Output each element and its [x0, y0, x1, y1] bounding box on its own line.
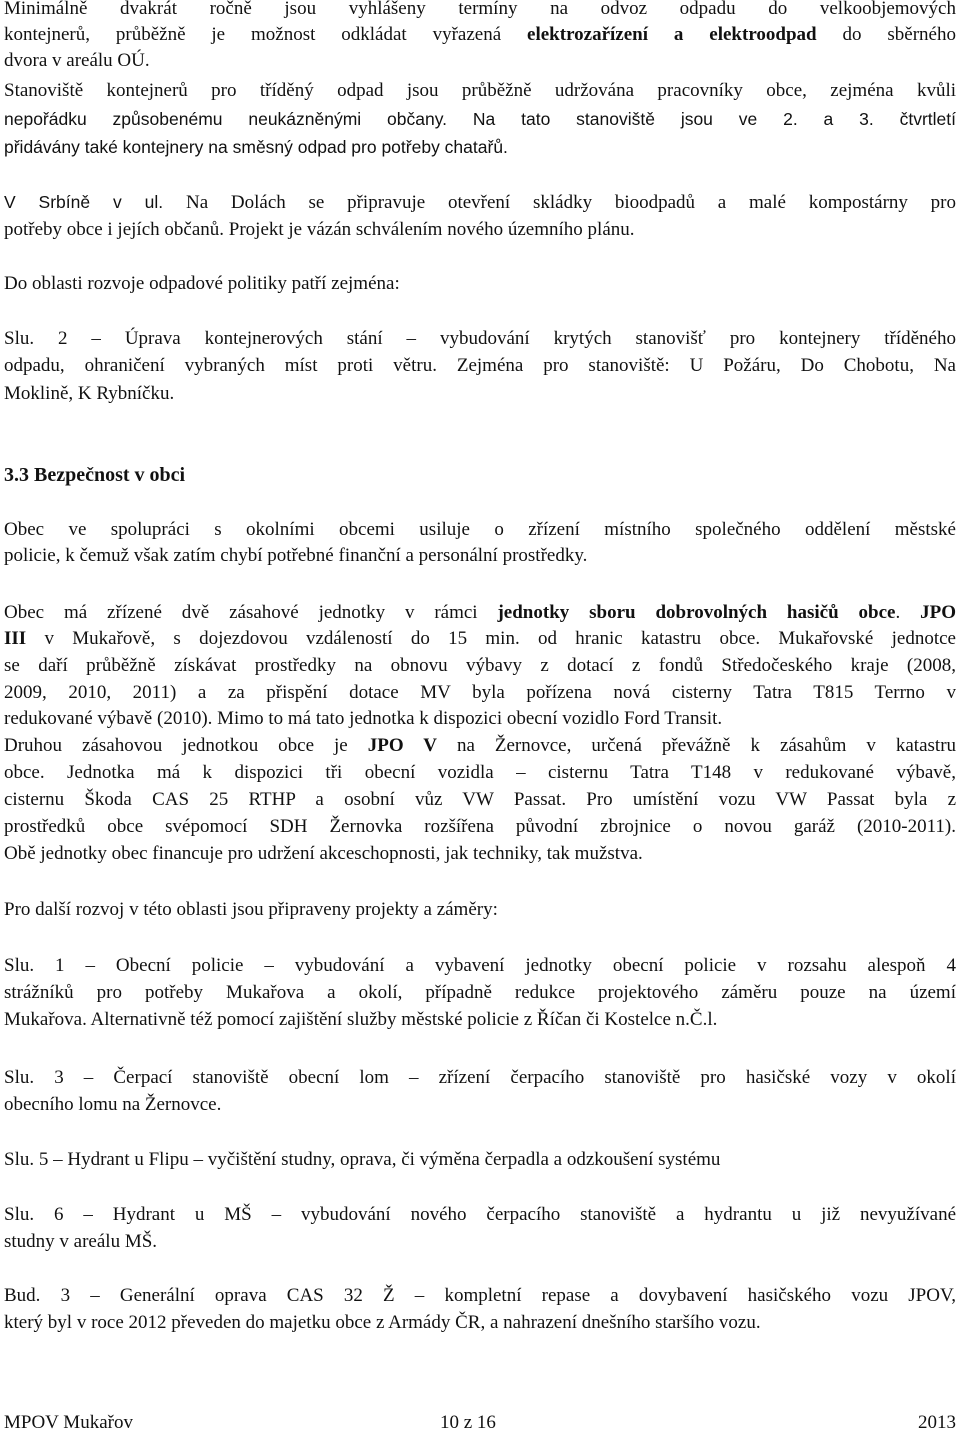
body-text-line [4, 733, 956, 759]
text-run: obecního lomu na Žernovce. [4, 1094, 222, 1115]
body-text-line [4, 1065, 956, 1091]
footer-page-number: 10 z 16 [440, 1412, 496, 1433]
body-text-line [4, 1283, 956, 1309]
text-run: Obec má zřízené dvě zásahové jednotky v rámci [4, 602, 498, 623]
bold-text: jednotky sboru dobrovolných hasičů obce [497, 602, 896, 623]
text-run: Stanoviště kontejnerů pro tříděný odpad jsou průběžně udržována pracovníky obce, zejména kvůli [4, 80, 956, 101]
footer-document-title: MPOV Mukařov [4, 1412, 133, 1433]
text-run: se daří průběžně získávat prostředky na obnovu výbavy z dotací z fondů Středočeského kraje (2008, [4, 655, 956, 676]
body-text-line [4, 543, 956, 569]
text-run: Slu. 1 – Obecní policie – vybudování a vybavení jednotky obecní policie v rozsahu alespoň 4 [4, 955, 956, 976]
body-text-line [4, 353, 956, 379]
text-run: Do oblasti rozvoje odpadové politiky patří zejména: [4, 273, 400, 294]
body-text-line [4, 381, 956, 407]
body-text-line [4, 48, 956, 74]
body-text-line [4, 1007, 956, 1033]
body-text-line [4, 1092, 956, 1118]
body-text-line [4, 271, 956, 297]
body-text-line [4, 653, 956, 679]
text-run: přidávány také kontejnery na směsný odpad pro potřeby chatařů. [4, 137, 508, 157]
text-run: obce. Jednotka má k dispozici tři obecní vozidla – cisternu Tatra T148 v redukované výbavě, [4, 762, 956, 783]
text-run: potřeby obce i jejích občanů. [4, 219, 229, 240]
text-run: na Žernovce, určená převážně k zásahům v katastru [436, 735, 957, 756]
body-text-line [4, 680, 956, 706]
text-run: Obec ve spolupráci s okolními obcemi usiluje o zřízení místního společného oddělení městské [4, 519, 956, 540]
text-run: policie, k čemuž však zatím chybí potřebné finanční a personální prostředky. [4, 545, 588, 566]
body-text-line [4, 134, 956, 160]
text-run: 2009, 2010, 2011) a za přispění dotace MV byla pořízena nová cisterny Tatra T815 Terrno v [4, 682, 956, 703]
text-run: který byl v roce 2012 převeden do majetku obce z Armády ČR, a nahrazení dnešního staršího vozu. [4, 1312, 761, 1333]
text-run: cisternu Škoda CAS 25 RTHP a osobní vůz VW Passat. Pro umístění vozu VW Passat byla z [4, 789, 956, 810]
body-text-line [4, 326, 956, 352]
body-text-line [4, 600, 956, 626]
body-text-line [4, 897, 956, 923]
body-text-line [4, 78, 956, 104]
body-text-line [4, 22, 956, 48]
text-run: strážníků pro potřeby Mukařova a okolí, případně redukce projektového záměru pouze na území [4, 982, 956, 1003]
body-text-line [4, 953, 956, 979]
text-run: Minimálně dvakrát ročně jsou vyhlášeny termíny na odvoz odpadu do velkoobjemových [4, 0, 956, 19]
text-run: Na Dolách se připravuje otevření skládky bioodpadů a malé kompostárny pro [185, 192, 956, 213]
body-text-line [4, 626, 956, 652]
body-text-line [4, 1147, 956, 1173]
body-text-line [4, 0, 956, 22]
text-run: Slu. 6 – Hydrant u MŠ – vybudování nového čerpacího stanoviště a hydrantu u již nevyužívané [4, 1204, 956, 1225]
body-text-line [4, 1202, 956, 1228]
text-run: studny v areálu MŠ. [4, 1231, 158, 1252]
body-text-line [4, 787, 956, 813]
text-run: Mukařova. Alternativně též pomocí zajištění služby městské policie z Říčan či Kostelce n.Č.l. [4, 1009, 718, 1030]
text-run: prostředků obce svépomocí SDH Žernovka rozšířena původní zbrojnice o novou garáž (2010-2011). [4, 816, 956, 837]
body-text-line [4, 980, 956, 1006]
body-text-line [4, 517, 956, 543]
text-run: nepořádku způsobenému neukázněnými občany. Na tato stanoviště jsou ve 2. a 3. čtvrtletí [4, 109, 956, 129]
body-text-line [4, 189, 956, 216]
body-text-line [4, 760, 956, 786]
text-run: Slu. 2 – Úprava kontejnerových stání – vybudování krytých stanovišť pro kontejnery tříděného [4, 328, 956, 349]
text-run: do sběrného [816, 24, 956, 45]
body-text-line [4, 1229, 956, 1255]
bold-text: elektrozařízení a elektroodpad [527, 24, 817, 45]
page-footer [4, 1410, 956, 1436]
body-text-line [4, 841, 956, 867]
body-text-line [4, 814, 956, 840]
footer-year: 2013 [918, 1412, 956, 1433]
body-text-line [4, 1310, 956, 1336]
text-run: Slu. 3 – Čerpací stanoviště obecní lom – zřízení čerpacího stanoviště pro hasičské vozy v okolí [4, 1067, 956, 1088]
body-text-line [4, 217, 956, 243]
text-run: dvora v areálu OÚ. [4, 50, 150, 71]
text-run: Druhou zásahovou jednotkou obce je [4, 735, 368, 756]
bold-text: JPO [920, 602, 957, 623]
text-run: redukované výbavě (2010). Mimo to má tato jednotka k dispozici obecní vozidlo Ford Transit. [4, 708, 723, 729]
text-run: Bud. 3 – Generální oprava CAS 32 Ž – kompletní repase a dovybavení hasičského vozu JPOV, [4, 1285, 956, 1306]
text-run: odpadu, ohraničení vybraných míst proti větru. Zejména pro stanoviště: U Požáru, Do Chobotu, Na [4, 355, 956, 376]
text-run: Moklině, K Rybníčku. [4, 383, 175, 404]
text-run: Slu. 5 – Hydrant u Flipu – vyčištění studny, oprava, či výměna čerpadla a odzkoušení systému [4, 1149, 721, 1170]
body-text-line [4, 706, 956, 732]
text-run: Obě jednotky obec financuje pro udržení akceschopnosti, jak techniky, tak mužstva. [4, 843, 643, 864]
text-run: kontejnerů, průběžně je možnost odkládat vyřazená [4, 24, 528, 45]
text-run: Projekt je vázán schválením nového územního plánu. [228, 219, 635, 240]
body-text-line [4, 106, 956, 132]
text-run: V Srbíně v ul. [4, 192, 186, 212]
section-heading: 3.3 Bezpečnost v obci [4, 464, 186, 486]
text-run: . [895, 602, 921, 623]
bold-text: JPO V [367, 735, 437, 756]
bold-text: III [4, 628, 27, 649]
text-run: Pro další rozvoj v této oblasti jsou připraveny projekty a záměry: [4, 899, 498, 920]
text-run: v Mukařově, s dojezdovou vzdáleností do 15 min. od hranic katastru obce. Mukařovské jednotce [26, 628, 956, 649]
